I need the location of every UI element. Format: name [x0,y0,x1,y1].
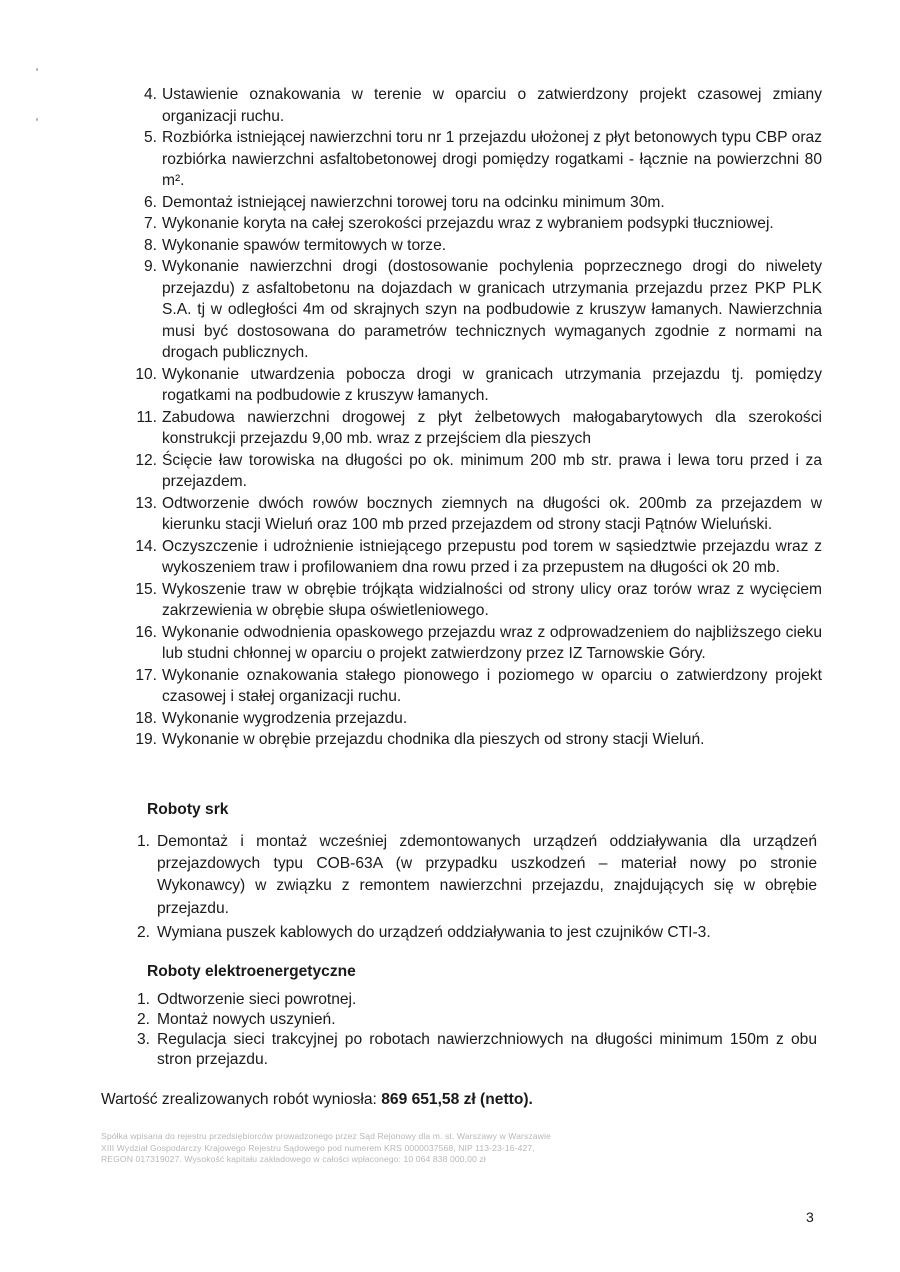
list-item-text: Wykonanie odwodnienia opaskowego przejazdu wraz z odprowadzeniem do najbliższego cieku lub studni chłonnej w oparciu o projekt zatwierdzony przez IZ Tarnowskie Góry. [162,623,822,662]
list-item-number: 1. [136,991,150,1008]
list-item-number: 2. [136,1011,150,1028]
list-item [105,407,822,450]
list-item-text: Odtworzenie sieci powrotnej. [157,991,357,1008]
list-item-number: 8. [143,236,157,254]
list-item-number: 5. [143,129,157,146]
section-heading-electro: Roboty elektroenergetyczne [147,963,356,980]
list-item-number: 17. [135,666,157,684]
list-item-text: Montaż nowych uszynień. [157,1011,336,1028]
footer-line: XIII Wydział Gospodarczy Krajowego Rejestru Sądowego pod numerem KRS 0000037568, NIP 113-23-16-427, [101,1142,535,1153]
list-item-text: Ustawienie oznakowania w terenie w oparciu o zatwierdzony projekt czasowej zmiany organizacji ruchu. [162,86,822,125]
list-item-text: Wykonanie nawierzchni drogi (dostosowanie pochylenia poprzecznego drogi do niwelety przejazdu) z asfaltobetonu na dojazdach w granicach utrzymania przejazdu przez PKP PLK S.A. tj w odległości 4m od skrajnych szyn na podbudowie z kruszyw łamanych. Nawierzchnia musi być dostosowana do parametrów technicznych wymaganych zgodnie z normami na drogach publicznych. [162,258,822,361]
list-item-number: 11. [136,408,157,426]
list-item-text: Wykonanie w obrębie przejazdu chodnika dla pieszych od strony stacji Wieluń. [162,731,705,748]
list-item-text: Regulacja sieci trakcyjnej po robotach nawierzchniowych na długości minimum 150m z obu stron przejazdu. [157,1031,817,1068]
list-item-number: 18. [135,709,157,727]
list-item-text: Wykoszenie traw w obrębie trójkąta widzialności od strony ulicy oraz torów wraz z wycięciem zakrzewienia w obrębie słupa oświetleniowego. [162,580,822,619]
list-item [100,922,817,944]
list-item [100,1030,817,1070]
list-item [105,256,822,364]
list-item-number: 7. [143,215,157,232]
list-item [100,831,817,920]
list-item-number: 3. [136,1031,150,1048]
list-item-number: 15. [135,580,157,598]
list-item-text: Wymiana puszek kablowych do urządzeń oddziaływania to jest czujników CTI-3. [157,923,711,941]
list-item [105,192,822,214]
list-item-text: Odtworzenie dwóch rowów bocznych ziemnych na długości ok. 200mb za przejazdem w kierunku stacji Wieluń oraz 100 mb przed przejazdem od strony stacji Pątnów Wieluński. [162,494,822,533]
list-item [105,235,822,257]
list-item-text: Demontaż i montaż wcześniej zdemontowanych urządzeń oddziaływania dla urządzeń przejazdowych typu COB-63A (w przypadku uszkodzeń – materiał nowy po stronie Wykonawcy) w związku z remontem nawierzchni przejazdu, znajdujących się w obrębie przejazdu. [157,833,817,917]
list-item-text: Ścięcie ław torowiska na długości po ok. minimum 200 mb str. prawa i lewa toru przed i za przejazdem. [162,451,822,490]
scan-speck [36,68,38,71]
list-item-number: 1. [136,833,150,850]
list-item [105,579,822,622]
list-item-number: 2. [136,923,150,941]
total-value-amount: 869 651,58 zł (netto). [381,1091,533,1108]
list-item [105,364,822,407]
list-item [100,1010,817,1030]
list-item-number: 12. [135,451,157,469]
list-item-text: Wykonanie wygrodzenia przejazdu. [162,709,408,727]
list-item [105,493,822,536]
page-number: 3 [806,1209,814,1225]
list-item-number: 13. [135,494,157,512]
list-item-text: Demontaż istniejącej nawierzchni torowej toru na odcinku minimum 30m. [162,193,665,211]
list-item-number: 9. [143,258,157,275]
list-item-text: Rozbiórka istniejącej nawierzchni toru nr 1 przejazdu ułożonej z płyt betonowych typu CBP oraz rozbiórka nawierzchni asfaltobetonowej drogi pomiędzy rogatkami - łącznie na powierzchni 80 m². [162,129,822,189]
list-item-number: 19. [135,731,157,748]
section-heading-srk: Roboty srk [147,801,229,818]
list-item-text: Wykonanie oznakowania stałego pionowego i poziomego w oparciu o zatwierdzony projekt czasowej i stałej organizacji ruchu. [162,666,822,705]
list-item-text: Wykonanie utwardzenia pobocza drogi w granicach utrzymania przejazdu tj. pomiędzy rogatkami na podbudowie z kruszyw łamanych. [162,365,822,404]
list-item [105,665,822,708]
electro-works-list [100,990,817,1070]
list-item-text: Oczyszczenie i udrożnienie istniejącego przepustu pod torem w sąsiedztwie przejazdu wraz z wykoszeniem traw i profilowaniem dna rowu przed i za przepustem na długości ok 20 mb. [162,537,822,576]
list-item [105,622,822,665]
list-item-number: 4. [143,86,157,103]
list-item-number: 10. [135,365,157,383]
total-value-line [101,1091,533,1109]
list-item-text: Wykonanie spawów termitowych w torze. [162,236,447,254]
works-list [105,84,822,751]
list-item-number: 16. [135,623,157,641]
list-item [105,536,822,579]
footer-line: Spółka wpisana do rejestru przedsiębiorców prowadzonego przez Sąd Rejonowy dla m. st. Warszawy w Warszawie [101,1131,551,1141]
company-footer [101,1131,701,1166]
list-item-number: 14. [135,537,157,555]
list-item [105,729,822,751]
list-item [105,708,822,730]
list-item [100,990,817,1010]
list-item [105,127,822,192]
list-item-number: 6. [143,193,157,211]
srk-works-list [100,831,817,946]
list-item-text: Zabudowa nawierzchni drogowej z płyt żelbetowych małogabarytowych dla szerokości konstrukcji przejazdu 9,00 mb. wraz z przejściem dla pieszych [162,408,822,447]
footer-line: REGON 017319027. Wysokość kapitału zakładowego w całości wpłaconego: 10 064 838 000,00 zł [101,1154,486,1164]
scan-speck [36,118,38,121]
total-value-label: Wartość zrealizowanych robót wyniosła: [101,1091,382,1108]
list-item-text: Wykonanie koryta na całej szerokości przejazdu wraz z wybraniem podsypki tłuczniowej. [162,215,774,232]
list-item [105,84,822,127]
list-item [105,213,822,235]
list-item [105,450,822,493]
